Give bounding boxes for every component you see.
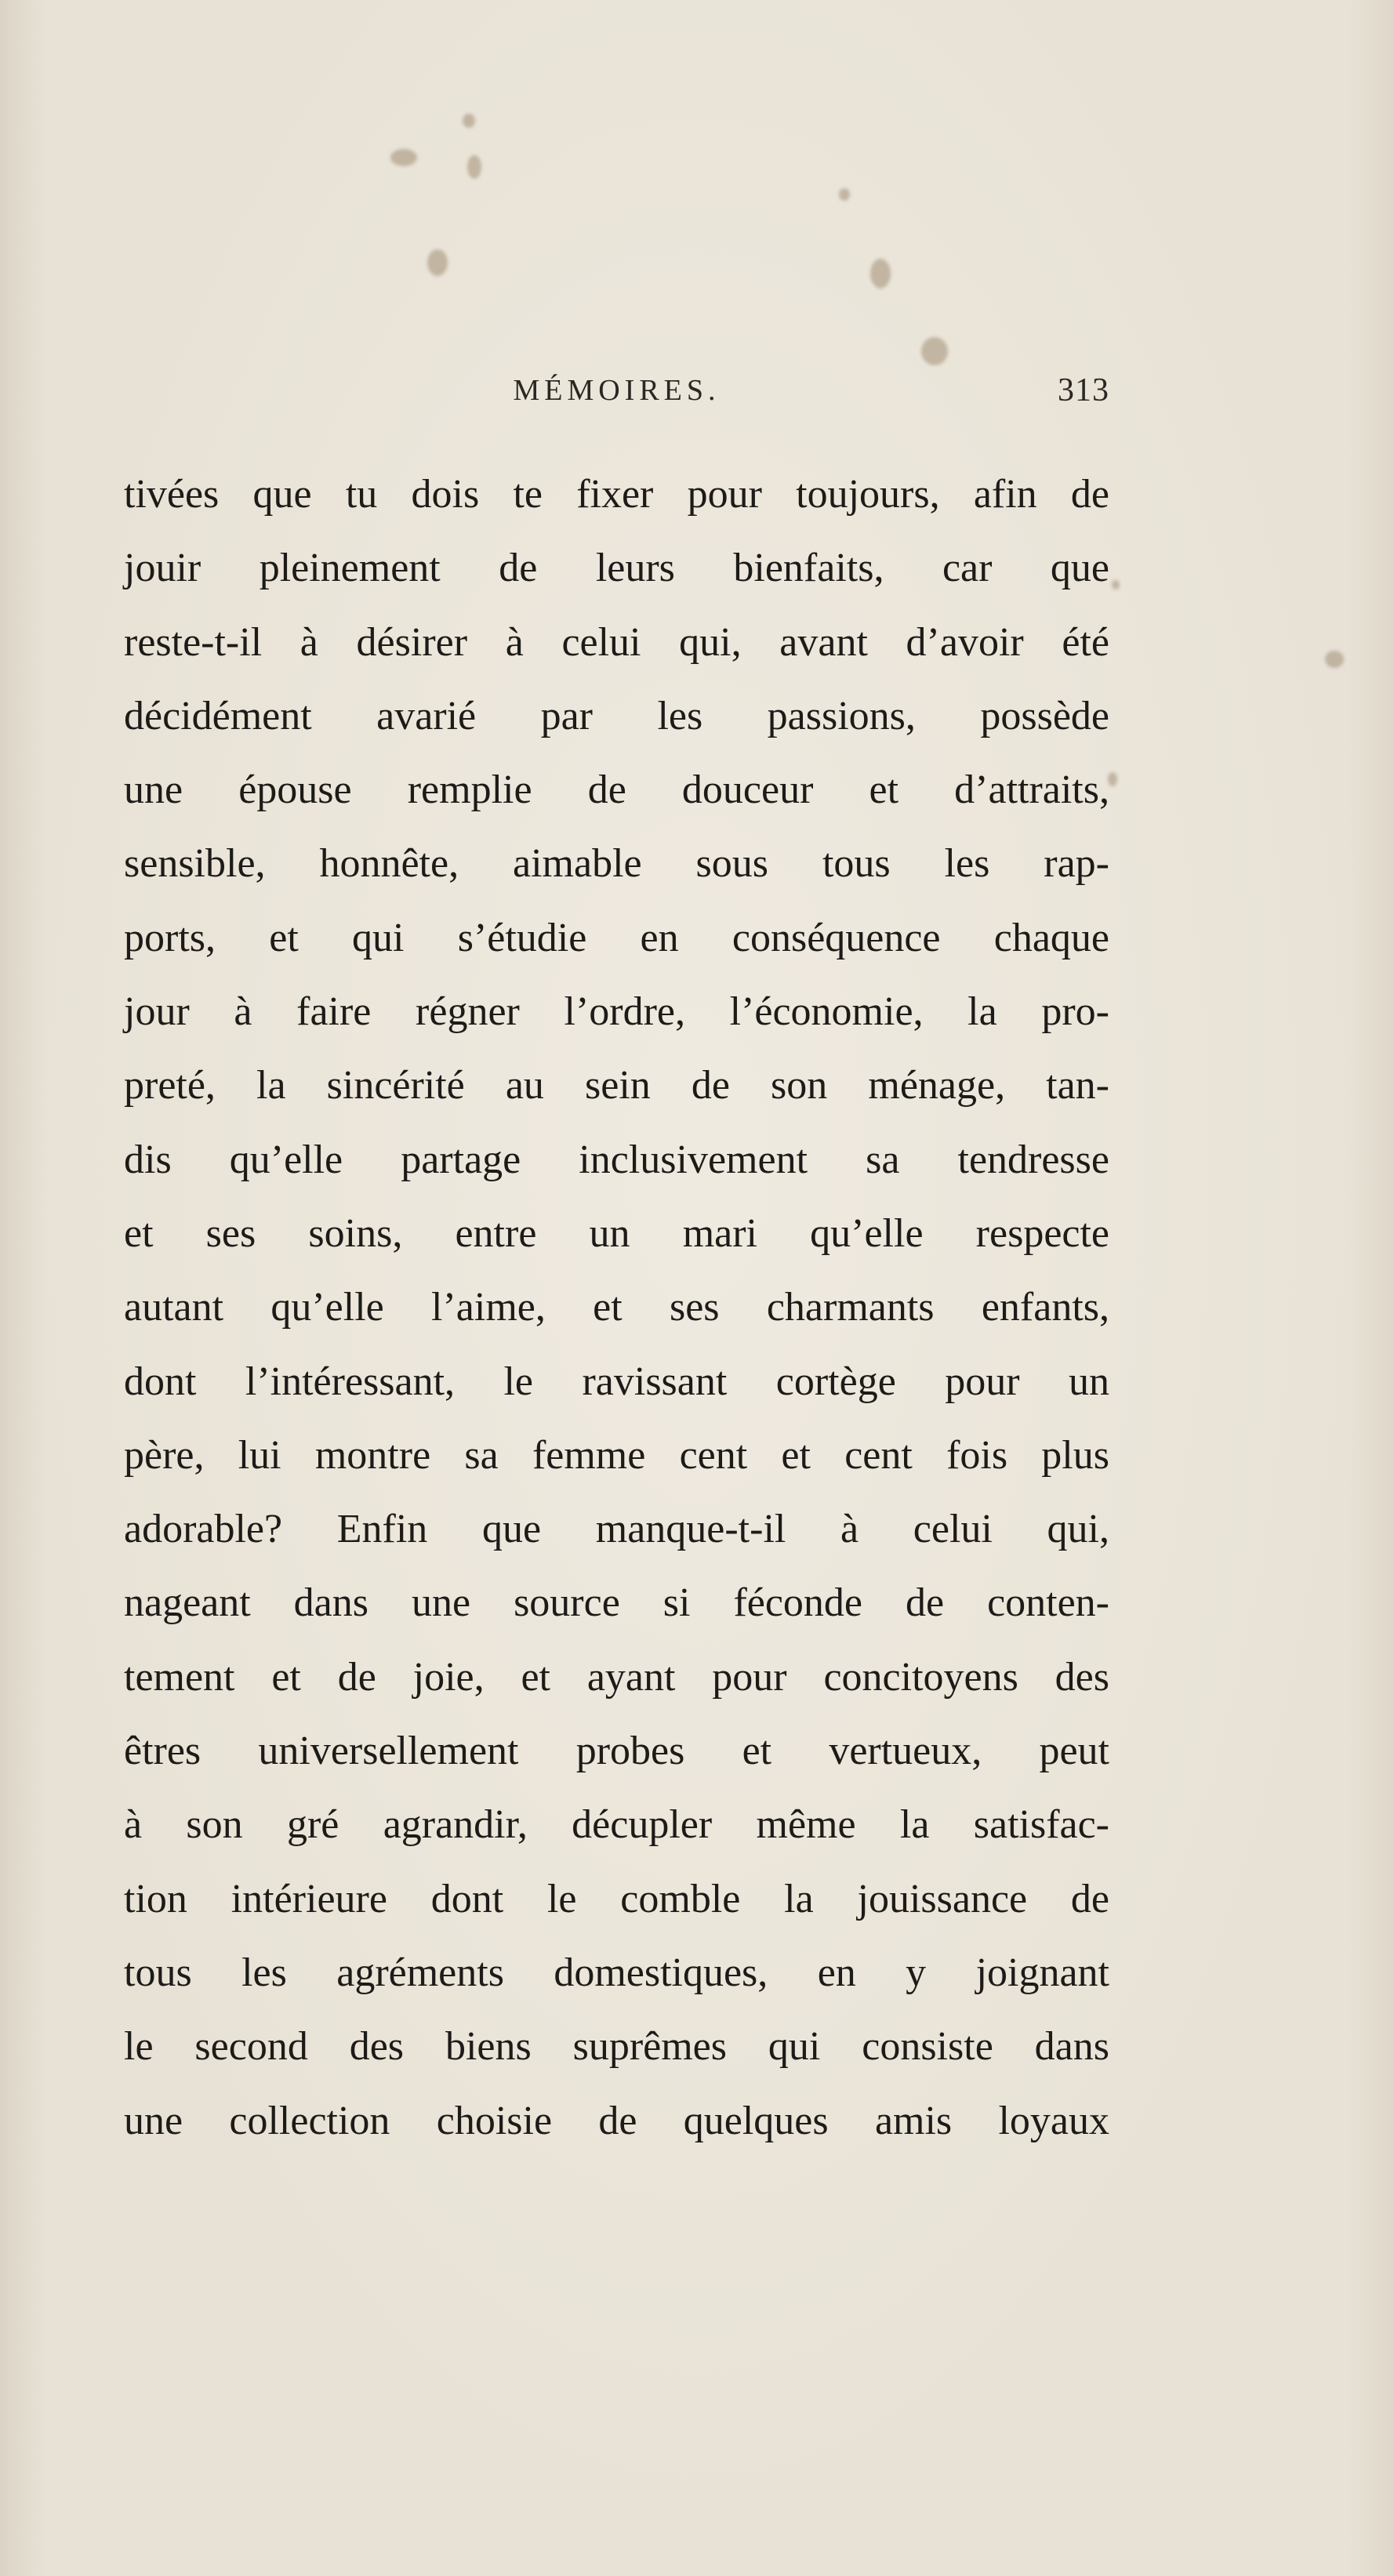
paper-stain: [1325, 651, 1344, 668]
running-title: MÉMOIRES.: [513, 374, 721, 407]
text-line: tous les agréments domestiques, en y joignant: [124, 1950, 1109, 1995]
text-line: êtres universellement probes et vertueux, peut: [124, 1729, 1109, 1774]
text-line: dis qu’elle partage inclusivement sa tendresse: [124, 1137, 1109, 1182]
paper-stain: [467, 155, 481, 179]
text-line: adorable? Enfin que manque-t-il à celui qui,: [124, 1507, 1109, 1552]
text-line: père, lui montre sa femme cent et cent fois plus: [124, 1432, 1109, 1478]
text-line: une collection choisie de quelques amis loyaux: [124, 2098, 1109, 2143]
paper-stain: [427, 249, 448, 276]
text-line: sensible, honnête, aimable sous tous les rap-: [124, 841, 1109, 887]
text-line: jouir pleinement de leurs bienfaits, car que: [124, 546, 1109, 591]
text-line: une épouse remplie de douceur et d’attraits,: [124, 767, 1109, 813]
text-line: preté, la sincérité au sein de son ménage, tan-: [124, 1063, 1109, 1108]
text-line: nageant dans une source si féconde de conten-: [124, 1580, 1109, 1626]
text-line: tion intérieure dont le comble la jouissance de: [124, 1876, 1109, 1921]
paper-stain: [870, 259, 891, 288]
paper-stain: [390, 149, 417, 166]
page-number: 313: [1058, 372, 1109, 408]
text-line: dont l’intéressant, le ravissant cortège pour un: [124, 1359, 1109, 1404]
paper-stain: [1112, 580, 1120, 590]
paper-stain: [839, 188, 850, 201]
text-line: tement et de joie, et ayant pour concitoyens des: [124, 1654, 1109, 1700]
text-line: le second des biens suprêmes qui consiste dans: [124, 2024, 1109, 2070]
running-head: [124, 367, 1109, 414]
text-line: autant qu’elle l’aime, et ses charmants enfants,: [124, 1285, 1109, 1330]
paper-stain: [463, 114, 475, 128]
text-line: et ses soins, entre un mari qu’elle respecte: [124, 1210, 1109, 1256]
text-line: tivées que tu dois te fixer pour toujours, afin de: [124, 472, 1109, 517]
text-line: jour à faire régner l’ordre, l’économie, la pro-: [124, 989, 1109, 1035]
text-line: reste-t-il à désirer à celui qui, avant d’avoir été: [124, 619, 1109, 665]
text-line: décidément avarié par les passions, possède: [124, 693, 1109, 738]
text-line: ports, et qui s’étudie en conséquence chaque: [124, 915, 1109, 960]
body-text: [124, 458, 1109, 2158]
text-line: à son gré agrandir, décupler même la satisfac-: [124, 1802, 1109, 1848]
paper-stain: [921, 337, 948, 365]
